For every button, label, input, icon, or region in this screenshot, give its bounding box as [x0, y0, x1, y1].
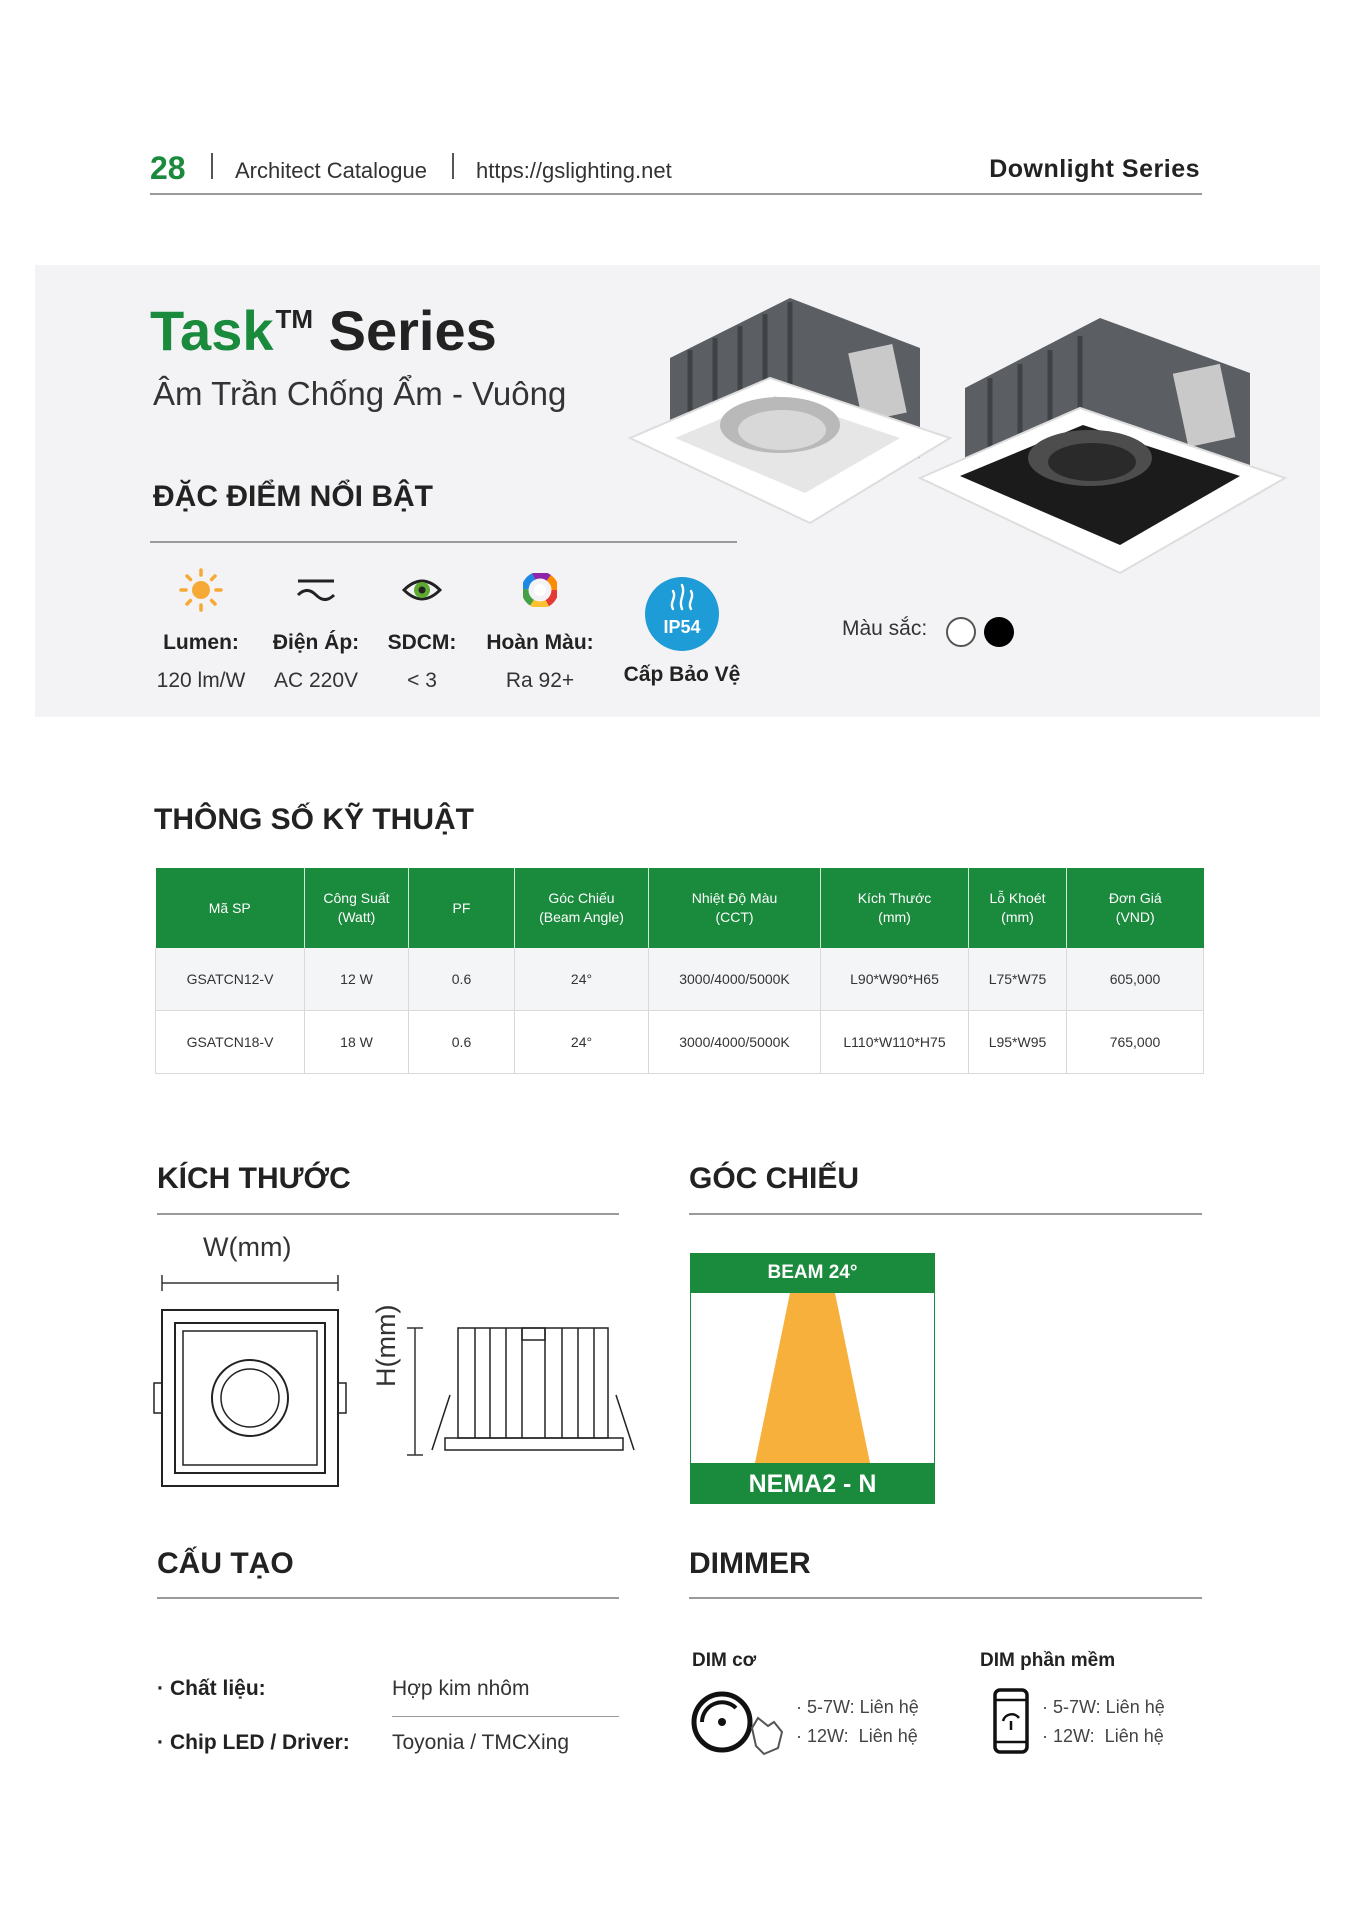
smartphone-icon	[992, 1688, 1032, 1759]
product-title	[150, 298, 497, 363]
eye-icon	[362, 565, 482, 615]
cell-product-code: GSATCN18-V	[156, 1011, 305, 1074]
header-price: Đơn Giá (VND)	[1067, 868, 1204, 948]
cell-price: 765,000	[1067, 1011, 1204, 1074]
product-subtitle: Âm Trần Chống Ẩm - Vuông	[153, 375, 567, 412]
chip-driver-label: · Chip LED / Driver:	[157, 1731, 350, 1754]
dimmer-title: DIMMER	[689, 1547, 811, 1580]
ip-rating: IP54	[663, 617, 701, 637]
black-model-image	[920, 318, 1285, 573]
cell-cutout: L95*W95	[969, 1011, 1067, 1074]
header-cutout: Lỗ Khoét (mm)	[969, 868, 1067, 948]
spec-value: AC 220V	[273, 669, 359, 692]
title-task: Task	[150, 299, 274, 362]
cell-power: 18 W	[305, 1011, 409, 1074]
ac-wave-icon	[256, 565, 376, 615]
dim-mechanical-title: DIM cơ	[692, 1650, 757, 1671]
beam-angle-label: BEAM 24°	[690, 1253, 935, 1293]
color-swatch-black[interactable]	[984, 617, 1014, 647]
header-power: Công Suất (Watt)	[305, 868, 409, 948]
cell-beam-angle: 24°	[515, 948, 649, 1011]
page-number: 28	[150, 150, 186, 186]
cell-cct: 3000/4000/5000K	[649, 948, 821, 1011]
spec-value: 120 lm/W	[156, 669, 246, 692]
cell-beam-angle: 24°	[515, 1011, 649, 1074]
series-name: Downlight Series	[989, 155, 1200, 183]
spec-label: SDCM:	[387, 631, 457, 654]
dimensions-rule	[157, 1213, 619, 1215]
dim-software-item: · 5-7W: Liên hệ	[1042, 1697, 1165, 1717]
cell-size: L110*W110*H75	[821, 1011, 969, 1074]
nema-label: NEMA2 - N	[690, 1463, 935, 1503]
spec-value: Ra 92+	[505, 669, 575, 692]
table-row	[156, 948, 1204, 1011]
dimmer-rule	[689, 1597, 1202, 1599]
beam-rule	[689, 1213, 1202, 1215]
width-label: W(mm)	[203, 1232, 292, 1262]
white-model-image	[630, 298, 950, 523]
height-label: H(mm)	[371, 1304, 401, 1387]
table-row	[156, 1011, 1204, 1074]
color-swatch-white[interactable]	[946, 617, 976, 647]
spec-lumen	[141, 565, 261, 693]
spec-label: Hoàn Màu:	[486, 631, 594, 654]
color-label: Màu sắc:	[842, 617, 928, 640]
structure-title: CẤU TẠO	[157, 1547, 294, 1580]
product-image	[620, 278, 1310, 623]
cell-size: L90*W90*H65	[821, 948, 969, 1011]
trademark: TM	[275, 304, 314, 334]
cell-pf: 0.6	[409, 948, 515, 1011]
dim-software-title: DIM phần mềm	[980, 1650, 1116, 1671]
spec-section-title: THÔNG SỐ KỸ THUẬT	[154, 803, 474, 836]
structure-row-rule	[392, 1716, 619, 1717]
dial-knob-icon	[690, 1688, 790, 1763]
header-rule	[150, 193, 1202, 195]
ip-label: Cấp Bảo Vệ	[623, 663, 741, 686]
header-divider	[211, 153, 213, 179]
material-value: Hợp kim nhôm	[392, 1677, 530, 1700]
cell-product-code: GSATCN12-V	[156, 948, 305, 1011]
beam-cone	[690, 1293, 935, 1468]
cell-pf: 0.6	[409, 1011, 515, 1074]
spec-label: Lumen:	[163, 631, 239, 654]
header-cct: Nhiệt Độ Màu (CCT)	[649, 868, 821, 948]
cell-price: 605,000	[1067, 948, 1204, 1011]
material-label: · Chất liệu:	[157, 1677, 266, 1700]
title-series: Series	[328, 299, 497, 362]
dim-software-item: · 12W: Liên hệ	[1042, 1726, 1164, 1746]
spec-voltage	[256, 565, 376, 693]
structure-rule	[157, 1597, 619, 1599]
cell-cutout: L75*W75	[969, 948, 1067, 1011]
header-divider	[452, 153, 454, 179]
table-header-row	[156, 868, 1204, 948]
cell-cct: 3000/4000/5000K	[649, 1011, 821, 1074]
color-wheel-icon	[480, 565, 600, 615]
header-product-code: Mã SP	[156, 868, 305, 948]
beam-section-title: GÓC CHIẾU	[689, 1162, 860, 1195]
spec-cri	[480, 565, 600, 693]
header-beam-angle: Góc Chiếu (Beam Angle)	[515, 868, 649, 948]
catalogue-label: Architect Catalogue	[235, 158, 427, 183]
dim-mechanical-item: · 5-7W: Liên hệ	[796, 1697, 919, 1717]
dimensions-title: KÍCH THƯỚC	[157, 1162, 351, 1195]
spec-sdcm	[362, 565, 482, 693]
spec-value: < 3	[407, 669, 437, 692]
chip-driver-value: Toyonia / TMCXing	[392, 1731, 570, 1754]
website-link[interactable]: https://gslighting.net	[476, 158, 672, 183]
spec-label: Điện Áp:	[272, 631, 360, 654]
features-title: ĐẶC ĐIỂM NỔI BẬT	[153, 480, 433, 513]
spec-table	[155, 868, 1204, 1074]
header-pf: PF	[409, 868, 515, 948]
dim-mechanical-item: · 12W: Liên hệ	[796, 1726, 918, 1746]
cell-power: 12 W	[305, 948, 409, 1011]
sun-icon	[141, 565, 261, 615]
header-size: Kích Thước (mm)	[821, 868, 969, 948]
